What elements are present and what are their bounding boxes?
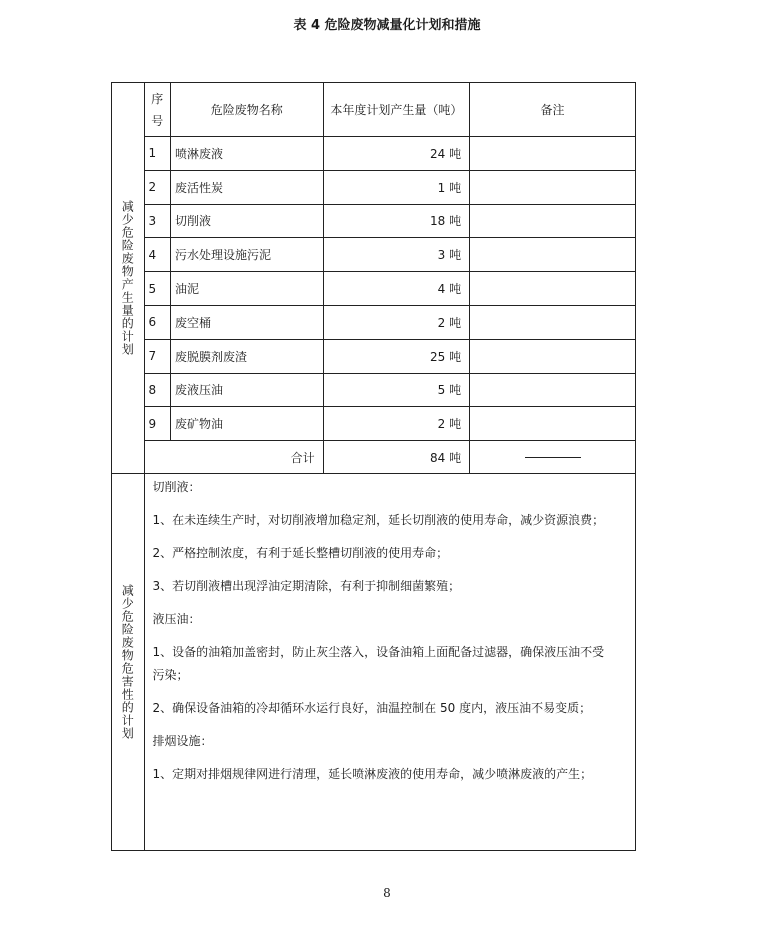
measure-item: 1、设备的油箱加盖密封，防止灰尘落入，设备油箱上面配备过滤器，确保液压油不受污染； [152, 645, 605, 683]
table-row [112, 339, 636, 373]
measure-item: 液压油： [152, 612, 201, 627]
measure-item: 1、在未连续生产时，对切削液增加稳定剂，延长切削液的使用寿命，减少资源浪费； [152, 513, 605, 528]
header-remark: 备注 [470, 83, 636, 137]
row-number: 8 [144, 373, 170, 407]
row-remark [470, 137, 636, 171]
row-amount: 2 吨 [323, 407, 470, 441]
table-row [112, 407, 636, 441]
row-waste-name: 废矿物油 [171, 407, 324, 441]
table-row [112, 137, 636, 171]
header-name: 危险废物名称 [171, 83, 324, 137]
row-waste-name: 切削液 [171, 204, 324, 238]
measures-content [144, 474, 635, 851]
table-row [112, 238, 636, 272]
row-remark [470, 204, 636, 238]
table-title: 表 4 危险废物减量化计划和措施 [293, 18, 481, 33]
total-row [112, 441, 636, 474]
measure-item: 排烟设施： [152, 734, 213, 749]
row-remark [470, 170, 636, 204]
page-number: 8 [383, 886, 391, 900]
row-remark [470, 305, 636, 339]
row-amount: 2 吨 [323, 305, 470, 339]
row-waste-name: 污水处理设施污泥 [171, 238, 324, 272]
table-row [112, 170, 636, 204]
waste-reduction-table [111, 82, 636, 851]
total-label: 合计 [144, 441, 323, 474]
row-waste-name: 废脱膜剂废渣 [171, 339, 324, 373]
measures-row [112, 474, 636, 851]
table-row [112, 204, 636, 238]
measure-item: 2、确保设备油箱的冷却循环水运行良好，油温控制在 50 度内，液压油不易变质； [152, 701, 592, 716]
row-remark [470, 407, 636, 441]
row-number: 4 [144, 238, 170, 272]
row-waste-name: 喷淋废液 [171, 137, 324, 171]
row-amount: 25 吨 [323, 339, 470, 373]
row-waste-name: 废液压油 [171, 373, 324, 407]
row-number: 5 [144, 272, 170, 306]
row-waste-name: 废活性炭 [171, 170, 324, 204]
section2-label: 减少危险废物危害性的计划 [112, 474, 145, 851]
row-waste-name: 油泥 [171, 272, 324, 306]
row-amount: 18 吨 [323, 204, 470, 238]
dash-line [525, 457, 581, 458]
header-row [112, 83, 636, 137]
section1-label: 减少危险废物产生量的计划 [112, 83, 145, 474]
row-amount: 1 吨 [323, 170, 470, 204]
total-remark [470, 441, 636, 474]
row-remark [470, 238, 636, 272]
row-number: 3 [144, 204, 170, 238]
row-remark [470, 373, 636, 407]
row-amount: 3 吨 [323, 238, 470, 272]
row-remark [470, 272, 636, 306]
row-remark [470, 339, 636, 373]
row-number: 7 [144, 339, 170, 373]
row-amount: 4 吨 [323, 272, 470, 306]
total-amount: 84 吨 [323, 441, 470, 474]
row-number: 9 [144, 407, 170, 441]
table-row [112, 305, 636, 339]
measure-item: 1、定期对排烟规律网进行清理，延长喷淋废液的使用寿命，减少喷淋废液的产生； [152, 767, 593, 782]
header-seq: 序号 [144, 83, 170, 137]
row-number: 2 [144, 170, 170, 204]
header-amount: 本年度计划产生量（吨） [323, 83, 470, 137]
measure-item: 切削液： [152, 480, 201, 495]
row-amount: 5 吨 [323, 373, 470, 407]
measure-item: 3、若切削液槽出现浮油定期清除，有利于抑制细菌繁殖； [152, 579, 461, 594]
table-row [112, 373, 636, 407]
row-amount: 24 吨 [323, 137, 470, 171]
row-number: 6 [144, 305, 170, 339]
row-waste-name: 废空桶 [171, 305, 324, 339]
row-number: 1 [144, 137, 170, 171]
measure-item: 2、严格控制浓度，有利于延长整槽切削液的使用寿命； [152, 546, 449, 561]
table-row [112, 272, 636, 306]
